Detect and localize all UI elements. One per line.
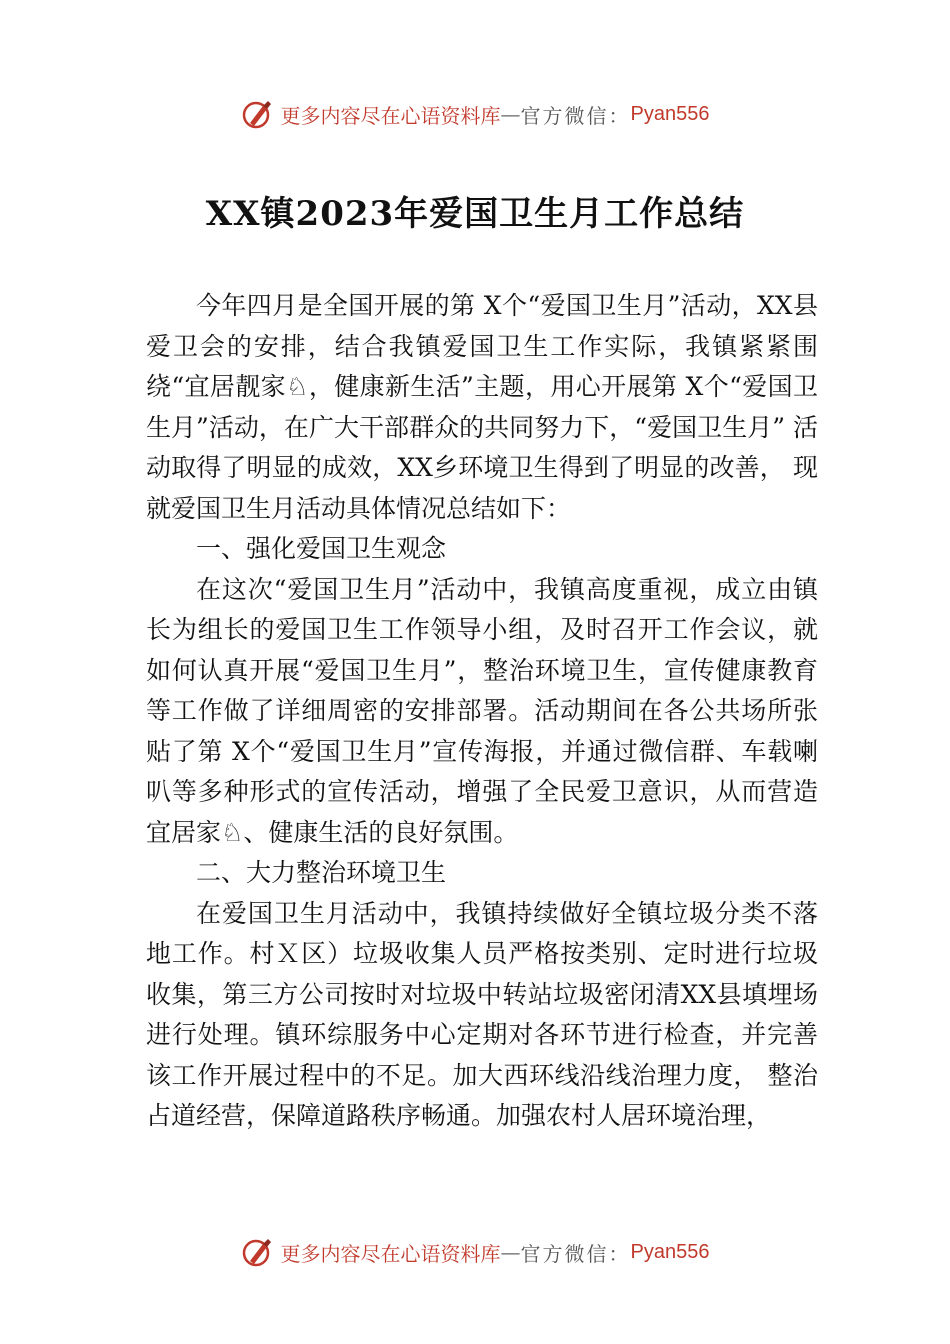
banner-wechat-label: 官方微信：	[520, 1241, 631, 1266]
banner-wechat-id: Pyan556	[630, 102, 710, 125]
banner-main-text: 更多内容尽在心语资料库	[280, 1241, 501, 1266]
header-banner	[0, 94, 950, 134]
pen-logo-icon	[241, 1235, 275, 1269]
document-body	[146, 286, 818, 1137]
banner-wechat-label: 官方微信：	[520, 103, 631, 128]
banner-wechat-id: Pyan556	[630, 1240, 710, 1263]
paragraph-section-2: 在爱国卫生月活动中，我镇持续做好全镇垃圾分类不落地工作。村Ｘ区）垃圾收集人员严格按类别、定时进行垃圾收集，第三方公司按时对垃圾中转站垃圾密闭清XX县填埋场进行处理。镇环综服务中心定期对各环节进行检查，并完善该工作开展过程中的不足。加大西环线沿线治理力度， 整治占道经营，保障道路秩序畅通。加强农村人居环境治理，	[146, 898, 818, 1130]
paragraph-intro: 今年四月是全国开展的第 X个“爱国卫生月”活动，XX县爱卫会的安排，结合我镇爱国卫生工作实际，我镇紧紧围绕“宜居靓家♘，健康新生活”主题，用心开展第 X个“爱国卫生月”活动，在广大干部群众的共同努力下，“爱国卫生月” 活动取得了明显的成效，XX乡环境卫生得到了明显的改善， 现就爱国卫生月活动具体情况总结如下：	[146, 291, 818, 523]
pen-logo-icon	[241, 97, 275, 131]
paragraph-section-1: 在这次“爱国卫生月”活动中，我镇高度重视，成立由镇长为组长的爱国卫生工作领导小组，及时召开工作会议，就如何认真开展“爱国卫生月”，整治环境卫生，宣传健康教育等工作做了详细周密的安排部署。活动期间在各公共场所张贴了第 X个“爱国卫生月”宣传海报，并通过微信群、车载喇叭等多种形式的宣传活动，增强了全民爱卫意识，从而营造宜居家♘、健康生活的良好氛围。	[146, 574, 818, 847]
section-heading-1: 一、强化爱国卫生观念	[196, 534, 447, 563]
banner-dash: —	[500, 102, 521, 126]
footer-banner	[0, 1232, 950, 1272]
banner-dash: —	[500, 1240, 521, 1264]
document-title: XX镇2023年爱国卫生月工作总结	[205, 194, 745, 234]
section-heading-2: 二、大力整治环境卫生	[196, 858, 447, 887]
banner-main-text: 更多内容尽在心语资料库	[280, 103, 501, 128]
